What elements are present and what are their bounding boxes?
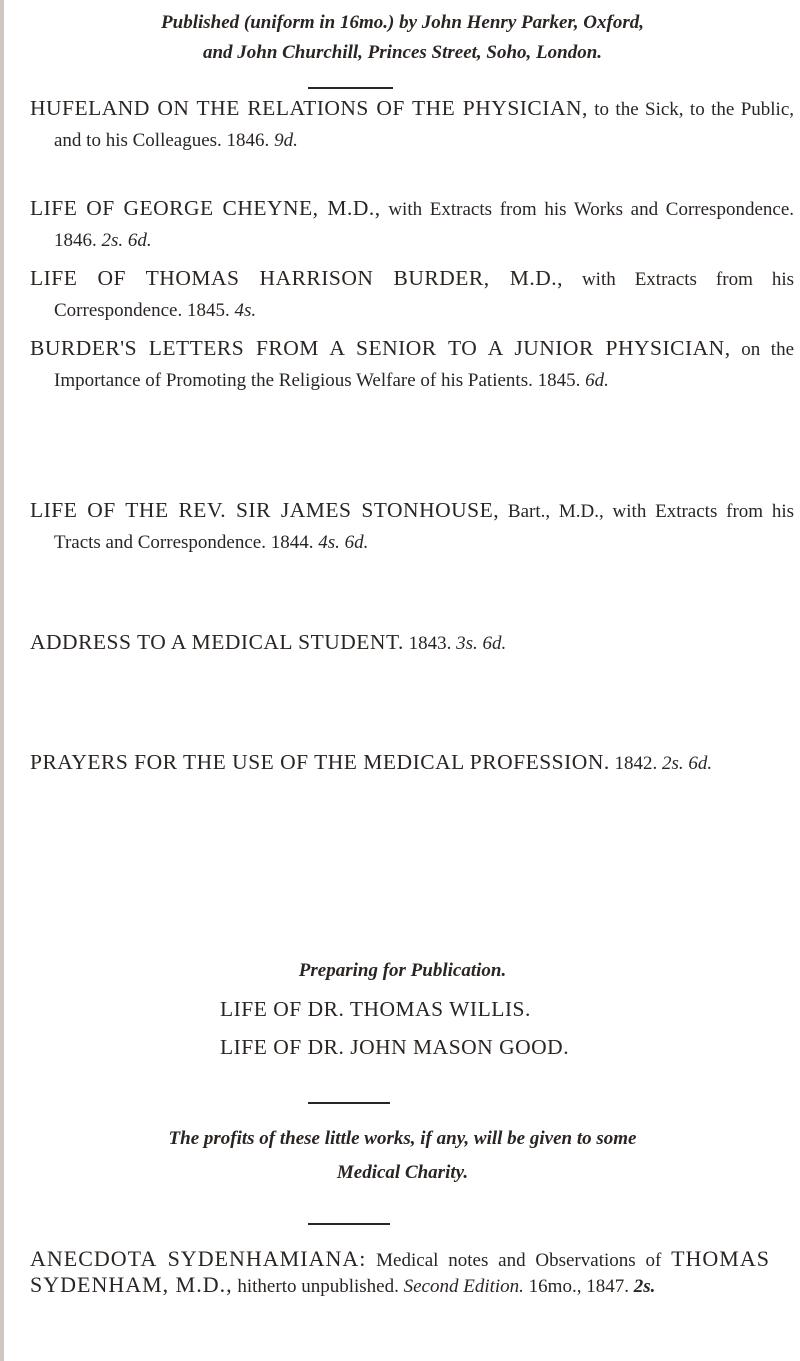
catalog-entry — [30, 333, 794, 396]
catalog-entry — [30, 627, 794, 659]
entry-description: 1842. — [609, 753, 662, 774]
author-name: THOMAS SYDENHAM, M.D., — [30, 1246, 770, 1297]
entry-price: 4s. 6d. — [318, 532, 369, 553]
divider-rule — [308, 87, 393, 89]
catalog-entry — [30, 93, 794, 156]
entry-price: 2s. 6d. — [101, 230, 152, 251]
forthcoming-title: LIFE OF DR. JOHN MASON GOOD. — [220, 1035, 570, 1059]
entry-description: with Extracts from his Works and Correspondence. 1846. — [54, 199, 795, 251]
entry-description: to the Sick, to the Public, and to his Colleagues. 1846. — [54, 99, 794, 151]
page-edge — [0, 0, 4, 1361]
entry-price: 6d. — [585, 370, 609, 391]
header-line-1: Published (uniform in 16mo.) by John Henry Parker, Oxford, — [161, 12, 644, 33]
entry-price: 4s. — [234, 300, 257, 321]
publisher-header — [30, 8, 775, 68]
forthcoming-title: LIFE OF DR. THOMAS WILLIS. — [220, 997, 531, 1021]
catalog-entry — [30, 193, 794, 256]
entry-title: ADDRESS TO A MEDICAL STUDENT. — [30, 630, 404, 654]
entry-description: Medical notes and Observations of — [366, 1250, 672, 1271]
entry-title: LIFE OF THOMAS HARRISON BURDER, M.D., — [30, 266, 563, 290]
entry-title: ANECDOTA SYDENHAMIANA: — [30, 1246, 367, 1271]
divider-rule — [308, 1223, 390, 1225]
catalog-entry — [30, 495, 794, 558]
catalog-entry — [30, 263, 794, 326]
entry-description: 16mo., 1847. — [523, 1276, 634, 1297]
header-line-2: and John Churchill, Princes Street, Soho, London. — [202, 42, 603, 63]
catalog-entry — [30, 747, 794, 779]
entry-price: 2s. 6d. — [661, 753, 713, 774]
entry-price: 9d. — [274, 130, 298, 151]
entry-title: HUFELAND ON THE RELATIONS OF THE PHYSICIAN, — [30, 96, 588, 120]
edition-label: Second Edition. — [403, 1276, 524, 1297]
profits-line-2: Medical Charity. — [336, 1162, 469, 1183]
entry-title: BURDER'S LETTERS FROM A SENIOR TO A JUNIOR PHYSICIAN, — [30, 336, 731, 360]
entry-price: 2s. — [633, 1276, 656, 1297]
divider-rule — [308, 1102, 390, 1104]
profits-line-1: The profits of these little works, if any, will be given to some — [168, 1128, 637, 1149]
entry-title: LIFE OF GEORGE CHEYNE, M.D., — [30, 196, 381, 220]
entry-description: on the Importance of Promoting the Religious Welfare of his Patients. 1845. — [54, 339, 795, 391]
entry-description: Bart., M.D., with Extracts from his Tracts and Correspondence. 1844. — [54, 501, 795, 553]
entry-description: hitherto unpublished. — [232, 1276, 404, 1297]
entry-title: LIFE OF THE REV. SIR JAMES STONHOUSE, — [30, 498, 500, 522]
preparing-heading: Preparing for Publication. — [298, 960, 507, 981]
catalog-entry-anecdota — [30, 1247, 770, 1299]
entry-description: with Extracts from his Correspondence. 1845. — [54, 269, 794, 321]
entry-description: 1843. — [403, 633, 457, 654]
profits-note — [30, 1122, 775, 1190]
entry-title: PRAYERS FOR THE USE OF THE MEDICAL PROFESSION. — [30, 750, 610, 774]
entry-price: 3s. 6d. — [456, 633, 507, 654]
